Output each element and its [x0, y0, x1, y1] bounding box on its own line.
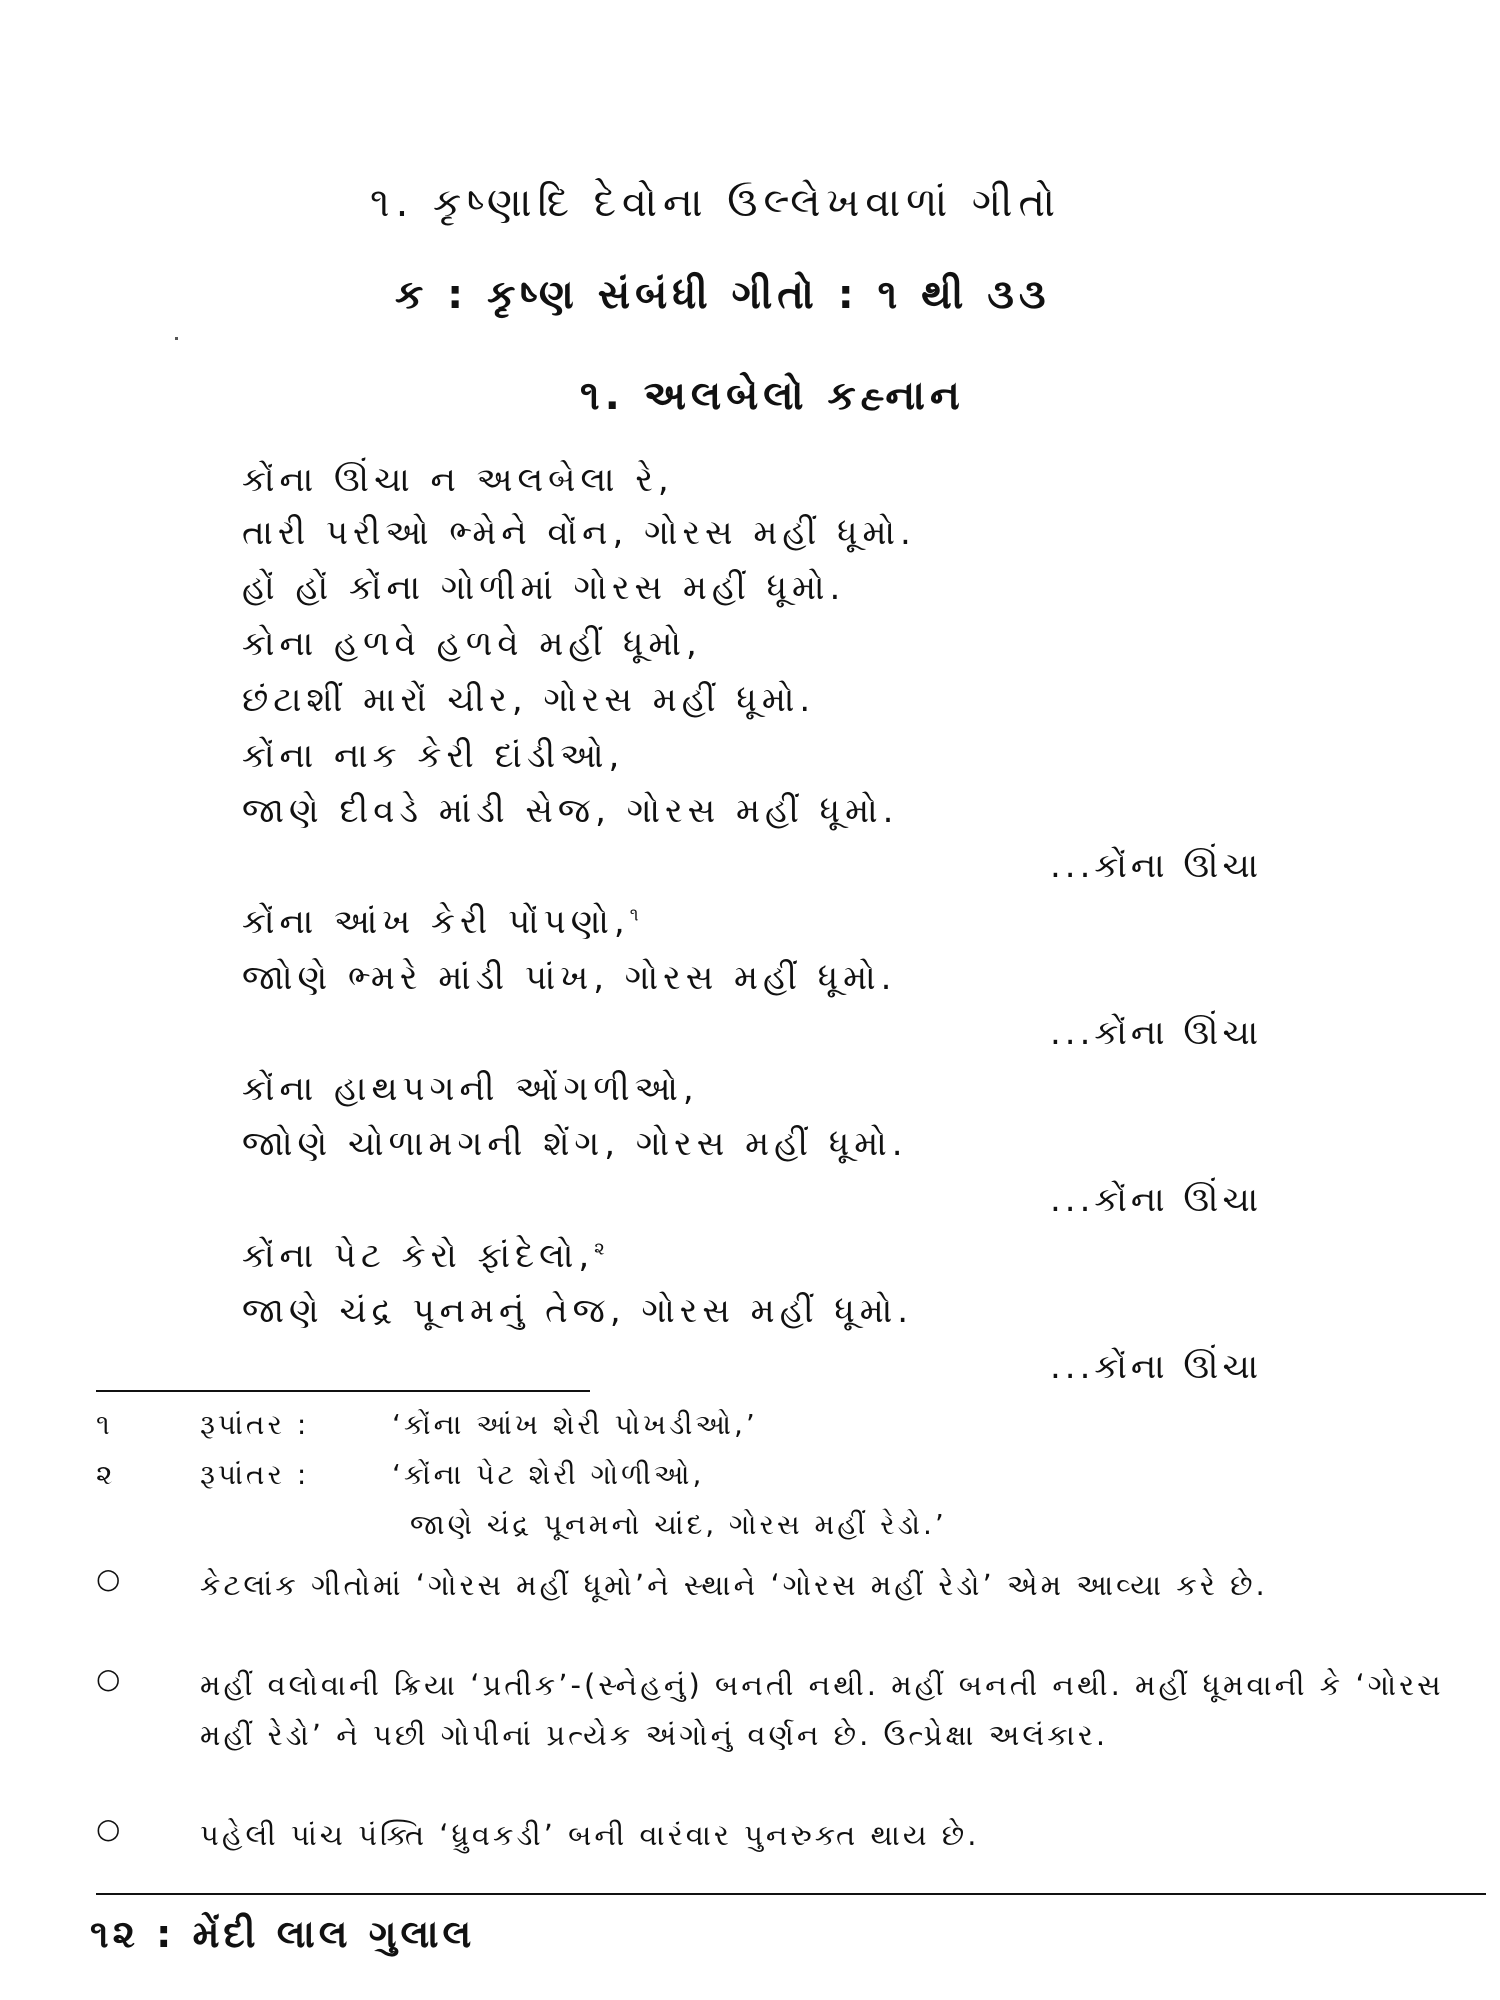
scan-speck	[175, 337, 178, 340]
verse-line: કોંના નાક કેરી દાંડીઓ,	[242, 736, 625, 776]
footnote-label: રૂપાંતર :	[200, 1408, 310, 1441]
verse-line: જાણે ચંદ્ર પૂનમનું તેજ, ગોરસ મહીં ધૂમો.	[242, 1291, 914, 1331]
footnote-text: ‘કોંના પેટ શેરી ગોળીઓ,	[392, 1458, 705, 1491]
verse-line: જાોણે ચોળામગની શેંગ, ગોરસ મહીં ધૂમો.	[242, 1124, 908, 1164]
footnote-ref: ૧	[629, 904, 639, 926]
verse-line: કોંના ઊંચા ન અલબેલા રે,	[242, 460, 674, 500]
bullet-circle: ○	[96, 1662, 121, 1695]
verse-line: કોના હળવે હળવે મહીં ધૂમો,	[242, 624, 702, 664]
note-text: પહેલી પાંચ પંક્તિ ‘ધ્રુવકડી’ બની વારંવાર પુનરુક્ત થાય છે.	[200, 1818, 980, 1852]
refrain: ...કોંના ઊંચા	[1050, 1013, 1263, 1053]
refrain: ...કોંના ઊંચા	[1050, 1180, 1263, 1220]
footnote-label: રૂપાંતર :	[200, 1458, 310, 1491]
verse-line: જાોણે ભ્મરે માંડી પાંખ, ગોરસ મહીં ધૂમો.	[242, 958, 897, 998]
note-text: મહીં વલોવાની ક્રિયા ‘પ્રતીક’-(સ્નેહનું) બનતી નથી. મહીં બનતી નથી. મહીં ધૂમવાની કે ‘ગોરસ મહીં રેડો’ ને પછી ગોપીનાં પ્રત્યેક અંગોનું વર્ણન છે. ઉત્પ્રેક્ષા અલંકાર.	[200, 1668, 1444, 1752]
footnote-divider	[96, 1390, 590, 1392]
bullet-circle: ○	[96, 1812, 121, 1845]
verse-line: તારી પરીઓ ભ્મેને વોંન, ગોરસ મહીં ધૂમો.	[242, 513, 916, 553]
subsection-heading: ક : કૃષ્ણ સંબંધી ગીતો : ૧ થી ૩૩	[395, 272, 1051, 318]
verse-line: કોંના આંખ કેરી પોંપણો,$^૧$	[242, 902, 639, 942]
footnote-text-continued: જાણે ચંદ્ર પૂનમનો ચાંદ, ગોરસ મહીં રેડો.’	[410, 1508, 947, 1541]
verse-line: કોંના પેટ કેરો ફાંદેલો,$^૨$	[242, 1236, 605, 1276]
footnote-text: ‘કોંના આંખ શેરી પોખડીઓ,’	[392, 1408, 758, 1441]
footnote-ref: ૨	[594, 1238, 605, 1260]
refrain: ...કોંના ઊંચા	[1050, 1347, 1263, 1387]
footnote-number: ૧	[96, 1408, 110, 1441]
note-text: કેટલાંક ગીતોમાં ‘ગોરસ મહીં ધૂમો’ને સ્થાને ‘ગોરસ મહીં રેડો’ એમ આવ્યા કરે છે.	[200, 1568, 1268, 1602]
page-footer: ૧૨ : મેંદી લાલ ગુલાલ	[90, 1912, 476, 1956]
refrain: ...કોંના ઊંચા	[1050, 846, 1263, 886]
verse-line: હોં હોં કોંના ગોળીમાં ગોરસ મહીં ધૂમો.	[242, 568, 846, 608]
bullet-circle: ○	[96, 1562, 121, 1595]
verse-line: કોંના હાથપગની ઓંગળીઓ,	[242, 1069, 699, 1109]
footer-divider	[96, 1893, 1486, 1895]
song-title: ૧. અલબેલો કહ્નાન	[580, 373, 965, 419]
section-heading: ૧. કૃષ્ણાદિ દેવોના ઉલ્લેખવાળાં ગીતો	[370, 180, 1062, 226]
verse-line: છંટાશીં મારોં ચીર, ગોરસ મહીં ધૂમો.	[242, 680, 816, 720]
verse-line: જાણે દીવડે માંડી સેજ, ગોરસ મહીં ધૂમો.	[242, 791, 899, 831]
footnote-number: ૨	[96, 1458, 113, 1491]
